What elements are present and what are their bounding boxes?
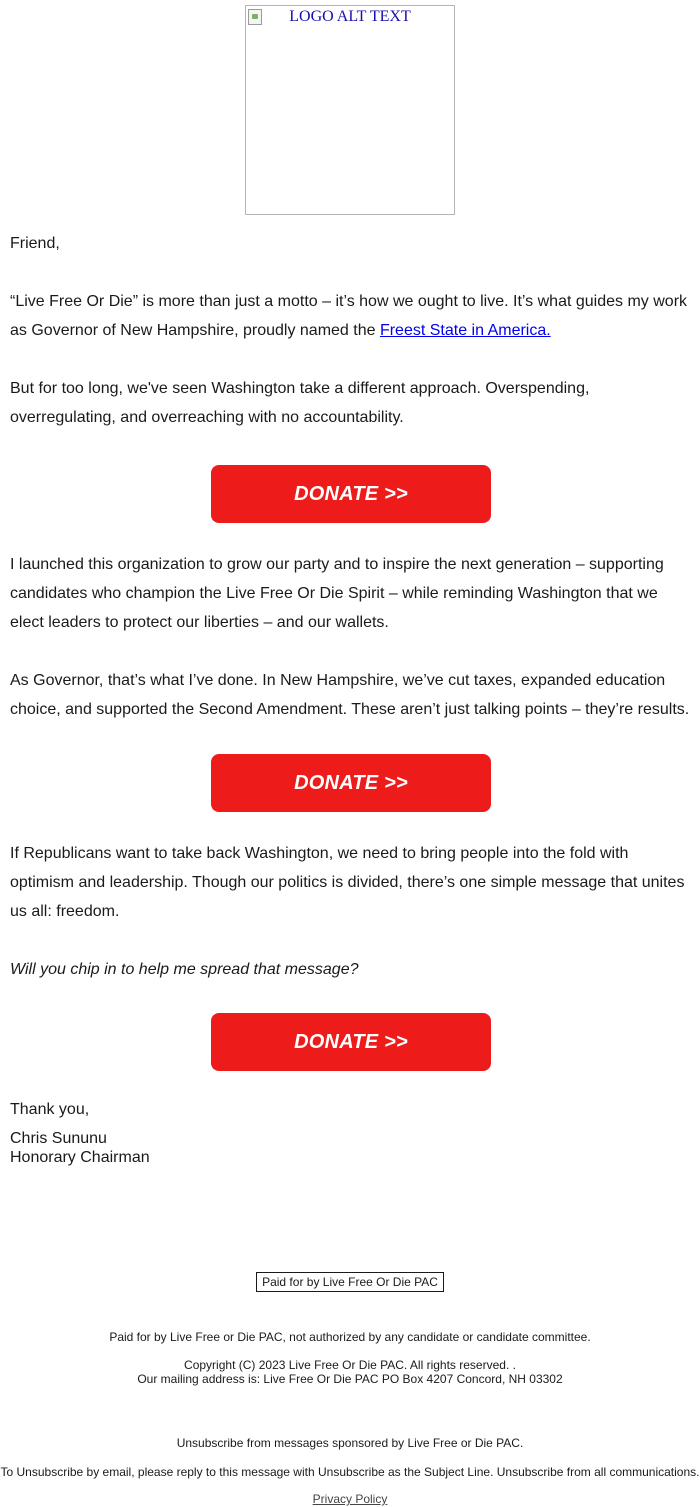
closing: Thank you, [10, 1101, 90, 1118]
paragraph-republicans: If Republicans want to take back Washington, we need to bring people into the fold with optimism and leadership. Though our politics is divided, there’s one simple message that unites us all: freedom. [10, 845, 685, 920]
logo-alt-text: LOGO ALT TEXT [289, 8, 411, 25]
signature-block [10, 1100, 692, 1167]
paragraph-motto [10, 287, 692, 345]
donate-button-3[interactable]: DONATE >> [211, 1013, 491, 1071]
donate-button-2[interactable]: DONATE >> [211, 754, 491, 812]
email-body [10, 229, 692, 1167]
mailing-address: Our mailing address is: Live Free Or Die PAC PO Box 4207 Concord, NH 03302 [137, 1372, 563, 1386]
paragraph-motto-text: “Live Free Or Die” is more than just a motto – it’s how we ought to live. It’s what guides my work as Governor of New Hampshire, proudly named the [10, 293, 688, 339]
unsubscribe-sponsored: Unsubscribe from messages sponsored by Live Free or Die PAC. [176, 1436, 524, 1450]
logo-image [245, 5, 455, 215]
paid-for-box: Paid for by Live Free Or Die PAC [256, 1272, 444, 1292]
signer-title: Honorary Chairman [10, 1149, 150, 1166]
paragraph-organization: I launched this organization to grow our party and to inspire the next generation – supporting candidates who champion the Live Free Or Die Spirit – while reminding Washington that we elect leaders to protect our liberties – and our wallets. [10, 556, 664, 631]
freest-state-link[interactable]: Freest State in America. [379, 322, 551, 339]
signer-name: Chris Sununu [10, 1130, 107, 1147]
paid-for-box-row [0, 1272, 700, 1292]
greeting: Friend, [10, 235, 60, 252]
unsubscribe-email: To Unsubscribe by email, please reply to this message with Unsubscribe as the Subject Line. Unsubscribe from all communications. [0, 1465, 700, 1479]
disclaimer: Paid for by Live Free or Die PAC, not authorized by any candidate or candidate committee. [109, 1330, 591, 1344]
donate-button-1[interactable]: DONATE >> [211, 465, 491, 523]
paragraph-washington: But for too long, we've seen Washington take a different approach. Overspending, overregulating, and overreaching with no accountability. [10, 380, 590, 426]
paragraph-governor: As Governor, that’s what I’ve done. In New Hampshire, we’ve cut taxes, expanded education choice, and supported the Second Amendment. These aren’t just talking points – they’re results. [10, 672, 690, 718]
copyright: Copyright (C) 2023 Live Free Or Die PAC. All rights reserved. . [184, 1358, 516, 1372]
privacy-policy-link[interactable]: Privacy Policy [312, 1492, 388, 1506]
ask-chip-in: Will you chip in to help me spread that message? [10, 961, 359, 978]
